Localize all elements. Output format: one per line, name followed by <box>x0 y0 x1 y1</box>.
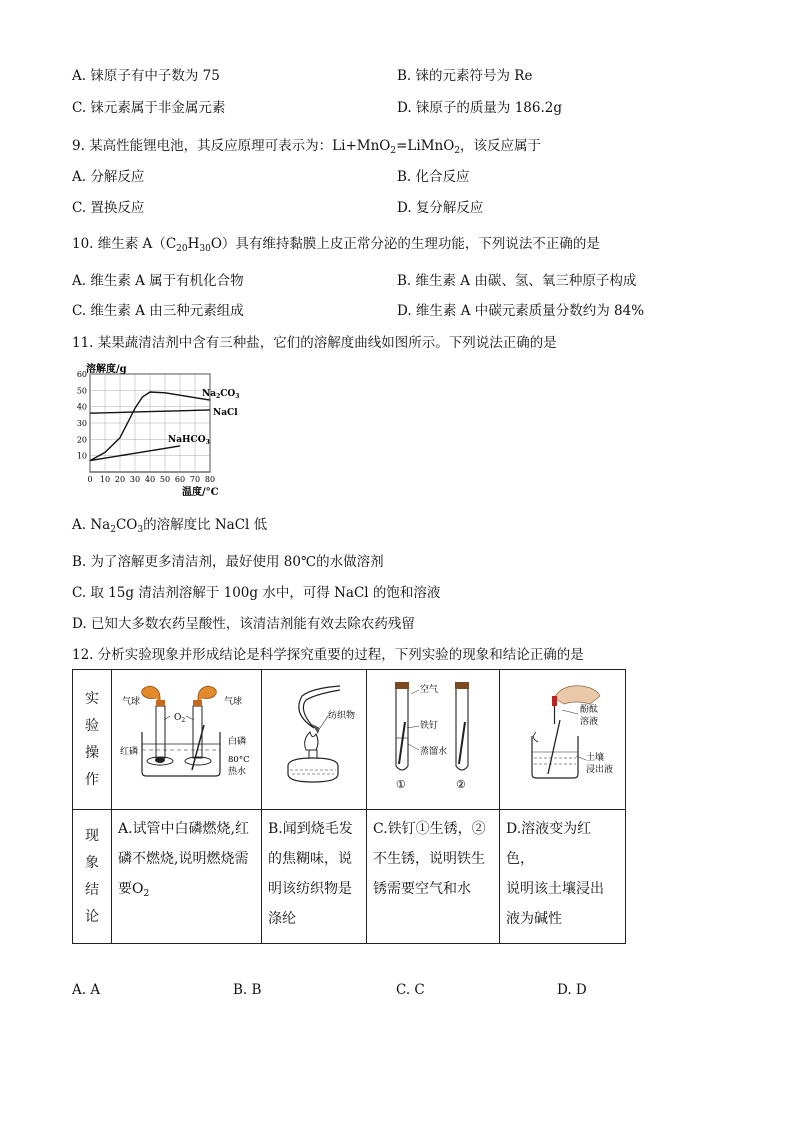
q9-option-b: B. 化合反应 <box>397 169 470 185</box>
x-tick-label: 30 <box>129 475 141 484</box>
y-tick-label: 30 <box>76 419 87 428</box>
y-tick-label: 20 <box>76 435 87 445</box>
label-soil: 土壤 <box>586 753 605 763</box>
series-label-nahco3: NaHCO$_3$ <box>168 435 210 446</box>
x-tick-label: 50 <box>159 475 171 484</box>
answer-b: B. B <box>233 982 262 998</box>
y-tick-label: 50 <box>76 386 87 396</box>
x-tick-label: 60 <box>174 475 186 484</box>
answer-d: D. D <box>557 982 587 998</box>
q10-option-a: A. 维生素 A 属于有机化合物 <box>72 273 244 289</box>
cell-c-conclusion: C.铁钉①生锈，② 不生锈，说明铁生 锈需要空气和水 <box>367 810 500 944</box>
series-label-na2co3: $Na_2CO_3$ <box>202 389 240 400</box>
cell-d-conclusion: D.溶液变为红色， 说明该土壤浸出 液为碱性 <box>500 810 626 944</box>
label-leachate: 浸出液 <box>586 765 614 775</box>
q9-option-c: C. 置换反应 <box>72 200 145 216</box>
label-air: 空气 <box>420 685 439 695</box>
q9-stem: 9. 某高性能锂电池，其反应原理可表示为：Li+MnO$_2$=LiMnO$_2$，该反应属于 <box>72 138 542 156</box>
label-solution: 溶液 <box>580 717 599 727</box>
q11-option-d: D. 已知大多数农药呈酸性，该清洁剂能有效去除农药残留 <box>72 616 415 632</box>
answer-a: A. A <box>72 982 101 998</box>
label-tube-2: ② <box>456 778 466 791</box>
figure-b-burning-fabric <box>262 670 367 810</box>
label-fabric: 纺织物 <box>328 711 356 721</box>
label-temperature: 80°C <box>228 755 250 765</box>
label-nail: 铁钉 <box>420 721 439 731</box>
x-tick-label: 20 <box>114 475 126 484</box>
solubility-chart <box>70 360 240 502</box>
q8-option-c: C. 铼元素属于非金属元素 <box>72 100 226 116</box>
y-tick-label: 40 <box>76 402 87 412</box>
label-balloon-right: 气球 <box>224 697 243 707</box>
figure-a-combustion <box>112 670 262 810</box>
label-o2: $O_2$ <box>174 713 186 724</box>
figure-c-rusting-nail <box>367 670 500 810</box>
series-label-nacl: NaCl <box>213 408 238 418</box>
answer-c: C. C <box>396 982 425 998</box>
x-tick-label: 70 <box>189 475 201 484</box>
q10-option-c: C. 维生素 A 由三种元素组成 <box>72 303 244 319</box>
q9-option-d: D. 复分解反应 <box>397 200 484 216</box>
q11-stem: 11. 某果蔬清洁剂中含有三种盐，它们的溶解度曲线如图所示。下列说法正确的是 <box>72 335 557 351</box>
x-tick-label: 0 <box>87 475 93 484</box>
row-head-result: 现 象 结 论 <box>73 810 112 944</box>
figure-d-indicator <box>500 670 626 810</box>
cell-a-conclusion: A.试管中白磷燃烧,红 磷不燃烧,说明燃烧需 要$O_2$ <box>112 810 262 944</box>
q11-option-b: B. 为了溶解更多清洁剂，最好使用 80℃的水做溶剂 <box>72 554 384 570</box>
y-tick-label: 60 <box>76 370 87 379</box>
cell-b-conclusion: B.闻到烧毛发 的焦糊味，说 明该纺织物是 涤纶 <box>262 810 367 944</box>
x-axis-label: 温度/°C <box>182 487 219 498</box>
q10-stem: 10. 维生素 $A(C_{20}H_{30}O)$具有维持黏膜上皮正常分泌的生理功能，下列说法不正确的是 <box>72 236 600 254</box>
q10-option-b: B. 维生素 A 由碳、氢、氧三种原子构成 <box>397 273 637 289</box>
x-tick-label: 40 <box>144 475 156 484</box>
label-tube-1: ① <box>396 778 406 791</box>
chart-ticks <box>77 370 215 484</box>
x-tick-label: 80 <box>204 475 216 484</box>
q9-option-a: A. 分解反应 <box>72 169 145 185</box>
q8-option-d: D. 铼原子的质量为 186.2g <box>397 100 563 116</box>
q8-option-b: B. 铼的元素符号为 Re <box>397 68 533 84</box>
label-white-phosphorus: 白磷 <box>228 737 247 747</box>
q10-option-d: D. 维生素 A 中碳元素质量分数约为 84% <box>397 303 645 319</box>
q12-stem: 12. 分析实验现象并形成结论是科学探究重要的过程，下列实验的现象和结论正确的是 <box>72 647 584 663</box>
label-red-phosphorus: 红磷 <box>120 747 139 757</box>
label-distilled-water: 蒸馏水 <box>420 747 448 757</box>
row-head-operation: 实 验 操 作 <box>73 670 112 810</box>
q11-option-a: A. $Na_2CO_3$的溶解度比 NaCl 低 <box>72 517 268 535</box>
q8-option-a: A. 铼原子有中子数为 75 <box>72 68 220 84</box>
label-balloon-left: 气球 <box>122 697 141 707</box>
x-tick-label: 10 <box>99 475 111 484</box>
y-axis-label: 溶解度/g <box>86 364 127 375</box>
experiment-table <box>72 669 626 944</box>
q11-option-c: C. 取 15g 清洁剂溶解于 100g 水中，可得 NaCl 的饱和溶液 <box>72 585 441 601</box>
label-hot-water: 热水 <box>228 767 247 777</box>
label-phenolphthalein: 酚酞 <box>580 705 599 715</box>
y-tick-label: 10 <box>76 451 87 461</box>
